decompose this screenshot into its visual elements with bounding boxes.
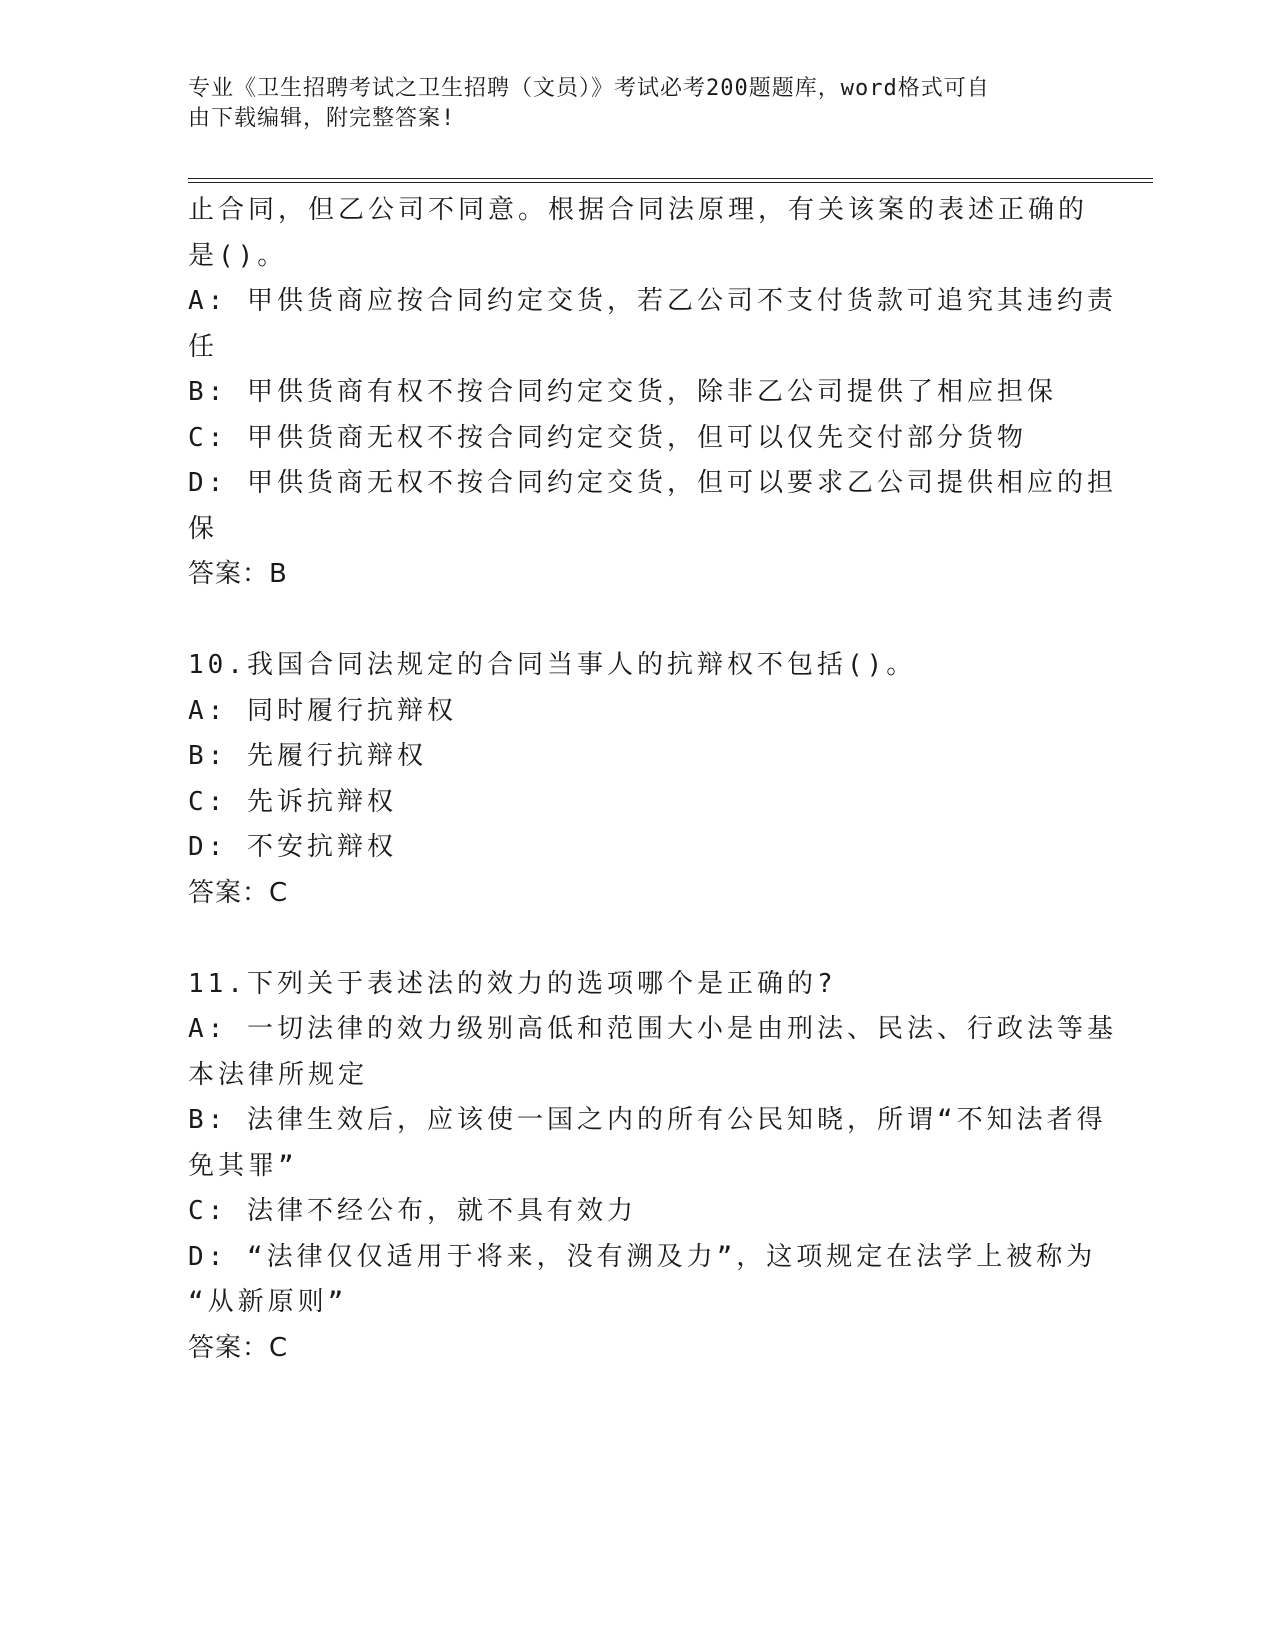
question-spacer <box>188 916 1078 962</box>
question-stem-continued: 是()。 <box>188 240 288 271</box>
answer: 答案：C <box>188 877 289 908</box>
option-c: C: 甲供货商无权不按合同约定交货，但可以仅先交付部分货物 <box>188 422 1027 453</box>
question-stem: 11.下列关于表述法的效力的选项哪个是正确的? <box>188 968 837 999</box>
option-d-continued: 保 <box>188 513 219 544</box>
option-d: D: 甲供货商无权不按合同约定交货，但可以要求乙公司提供相应的担 <box>188 468 1117 498</box>
page-header <box>188 74 1068 134</box>
option-a-continued: 任 <box>188 331 219 362</box>
option-d: D: 不安抗辩权 <box>188 832 397 862</box>
option-b: B: 先履行抗辩权 <box>188 741 427 771</box>
question-10 <box>188 643 1078 916</box>
header-divider-top <box>188 178 1153 179</box>
option-a: A: 同时履行抗辩权 <box>188 695 457 726</box>
option-c: C: 先诉抗辩权 <box>188 786 397 817</box>
option-a-continued: 本法律所规定 <box>188 1059 369 1090</box>
header-line-1: 专业《卫生招聘考试之卫生招聘（文员）》考试必考200题题库，word格式可自 <box>188 76 990 101</box>
question-stem: 10.我国合同法规定的合同当事人的抗辩权不包括()。 <box>188 650 917 680</box>
answer: 答案：B <box>188 559 288 589</box>
option-a: A: 甲供货商应按合同约定交货，若乙公司不支付货款可追究其违约责 <box>188 286 1117 316</box>
question-spacer <box>188 598 1078 644</box>
option-c: C: 法律不经公布，就不具有效力 <box>188 1196 637 1226</box>
option-b: B: 法律生效后，应该使一国之内的所有公民知晓，所谓“不知法者得 <box>188 1105 1107 1135</box>
question-stem: 止合同，但乙公司不同意。根据合同法原理，有关该案的表述正确的 <box>188 195 1089 225</box>
option-a: A: 一切法律的效力级别高低和范围大小是由刑法、民法、行政法等基 <box>188 1014 1117 1044</box>
option-b: B: 甲供货商有权不按合同约定交货，除非乙公司提供了相应担保 <box>188 377 1057 407</box>
document-body <box>188 188 1117 1371</box>
option-b-continued: 免其罪” <box>188 1150 298 1181</box>
answer: 答案：C <box>188 1332 289 1363</box>
question-9 <box>188 188 1117 598</box>
option-d: D: “法律仅仅适用于将来，没有溯及力”，这项规定在法学上被称为 <box>188 1241 1097 1272</box>
header-line-2: 由下载编辑，附完整答案! <box>188 106 456 131</box>
question-11 <box>188 962 1117 1372</box>
header-divider-bottom <box>188 182 1153 183</box>
option-d-continued: “从新原则” <box>188 1287 348 1317</box>
